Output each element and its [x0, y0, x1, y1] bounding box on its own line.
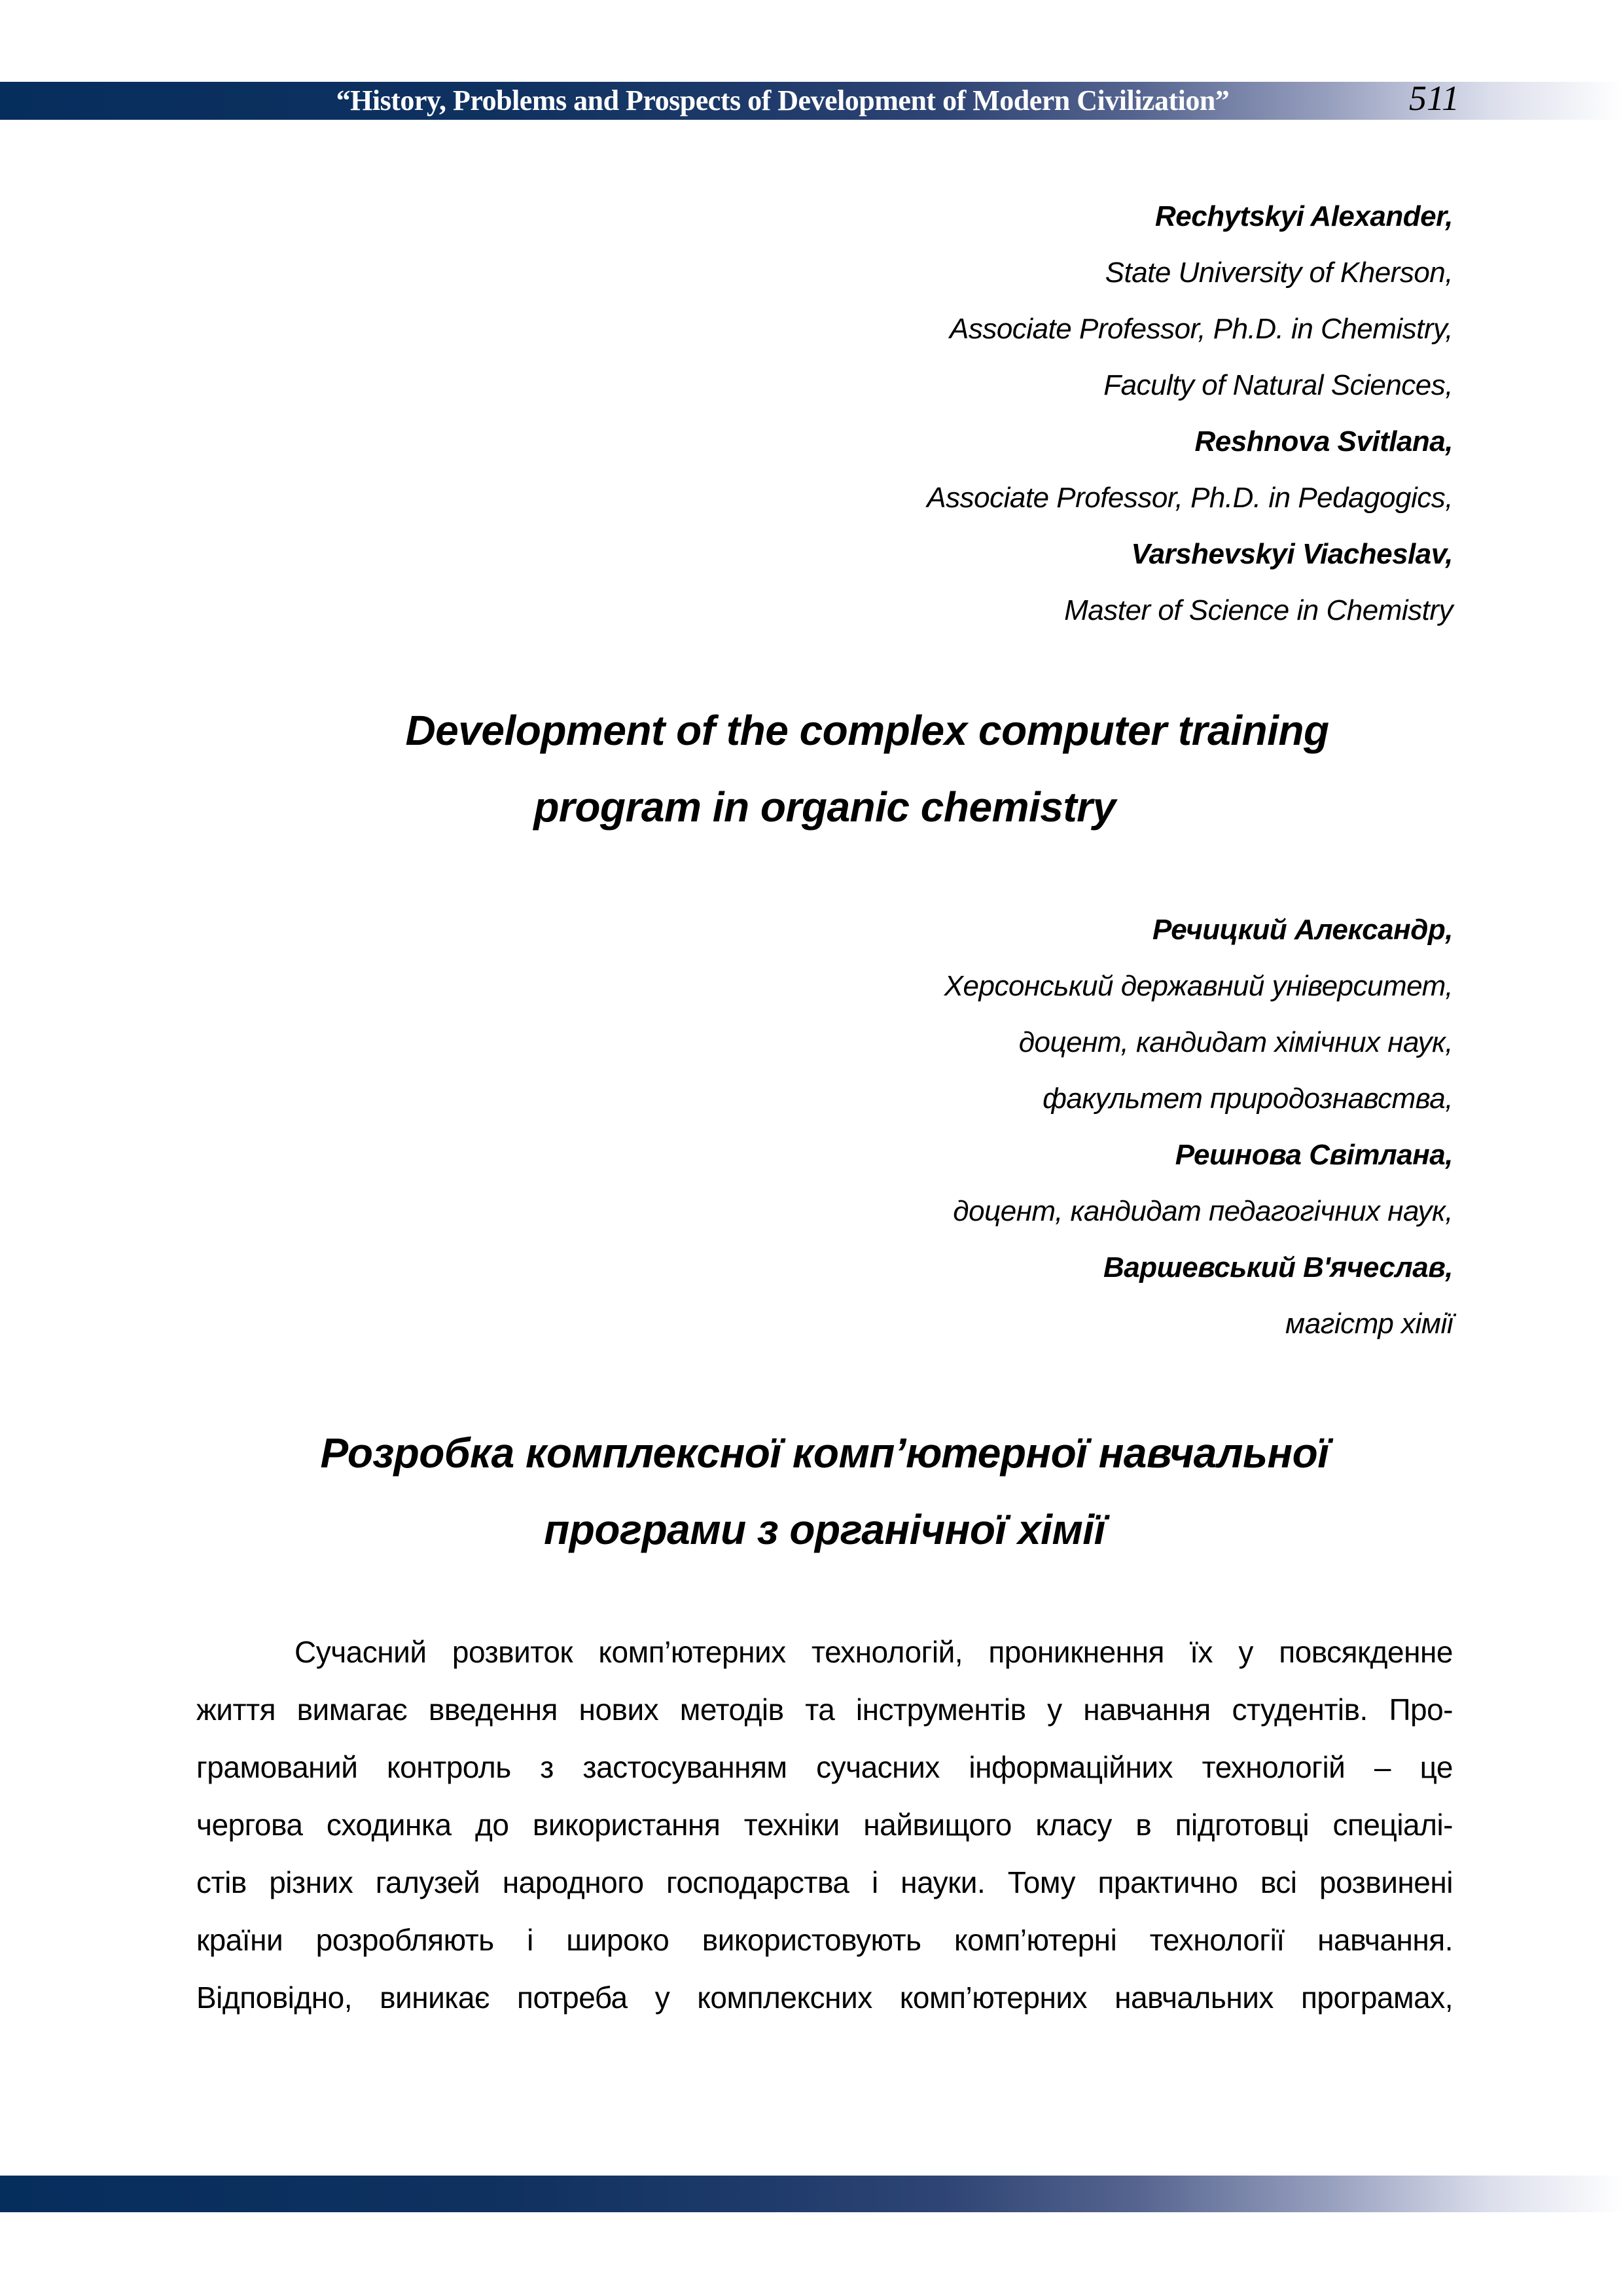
author-degree: доцент, кандидат педагогічних наук,	[953, 1195, 1453, 1227]
author-faculty: Faculty of Natural Sciences,	[1103, 369, 1453, 401]
article-title-ua	[196, 1415, 1453, 1568]
body-line: грамований контроль з застосуванням сучасних інформаційних технологій – це	[196, 1750, 1453, 1784]
title-line: Розробка комплексної комп’ютерної навчальної	[320, 1429, 1329, 1477]
author-name: Речицкий Александр,	[1152, 914, 1453, 946]
footer-bar	[0, 2176, 1623, 2212]
title-line: program in organic chemistry	[533, 783, 1116, 831]
author-name: Varshevskyi Viacheslav,	[1131, 538, 1453, 570]
header-bar	[0, 79, 1623, 120]
body-paragraph	[196, 1623, 1453, 2026]
author-faculty: факультет природознавства,	[1043, 1083, 1453, 1115]
author-degree: Associate Professor, Ph.D. in Pedagogics,	[927, 482, 1453, 514]
author-name: Reshnova Svitlana,	[1194, 425, 1453, 457]
author-name: Варшевський В'ячеслав,	[1103, 1251, 1453, 1283]
authors-block-en	[196, 188, 1453, 639]
body-line: Відповідно, виникає потреба у комплексних комп’ютерних навчальних програмах,	[196, 1981, 1453, 2015]
author-affiliation: Херсонський державний університет,	[944, 970, 1453, 1002]
body-line: стів різних галузей народного господарства і науки. Тому практично всі розвинені	[196, 1865, 1453, 1899]
title-line: Development of the complex computer training	[405, 707, 1329, 754]
author-degree: магістр хімії	[1285, 1308, 1453, 1340]
author-name: Rechytskyi Alexander,	[1154, 200, 1453, 232]
author-affiliation: State University of Kherson,	[1105, 257, 1453, 289]
running-header-title: “History, Problems and Prospects of Development of Modern Civilization”	[336, 84, 1230, 117]
authors-block-ua	[196, 902, 1453, 1352]
page-number: 511	[1409, 79, 1459, 118]
body-line: чергова сходинка до використання техніки найвищого класу в підготовці спеціалі-	[196, 1808, 1453, 1842]
body-line: життя вимагає введення нових методів та інструментів у навчання студентів. Про-	[196, 1693, 1453, 1727]
author-degree: Master of Science in Chemistry	[1064, 594, 1453, 626]
author-degree: доцент, кандидат хімічних наук,	[1018, 1026, 1453, 1058]
author-name: Решнова Світлана,	[1175, 1139, 1453, 1171]
author-degree: Associate Professor, Ph.D. in Chemistry,	[949, 313, 1453, 345]
body-line: Сучасний розвиток комп’ютерних технологій, проникнення їх у повсякденне	[294, 1635, 1453, 1669]
article-title-en	[196, 692, 1453, 846]
title-line: програми з органічної хімії	[544, 1506, 1105, 1553]
body-line: країни розробляють і широко використовують комп’ютерні технології навчання.	[196, 1923, 1453, 1957]
